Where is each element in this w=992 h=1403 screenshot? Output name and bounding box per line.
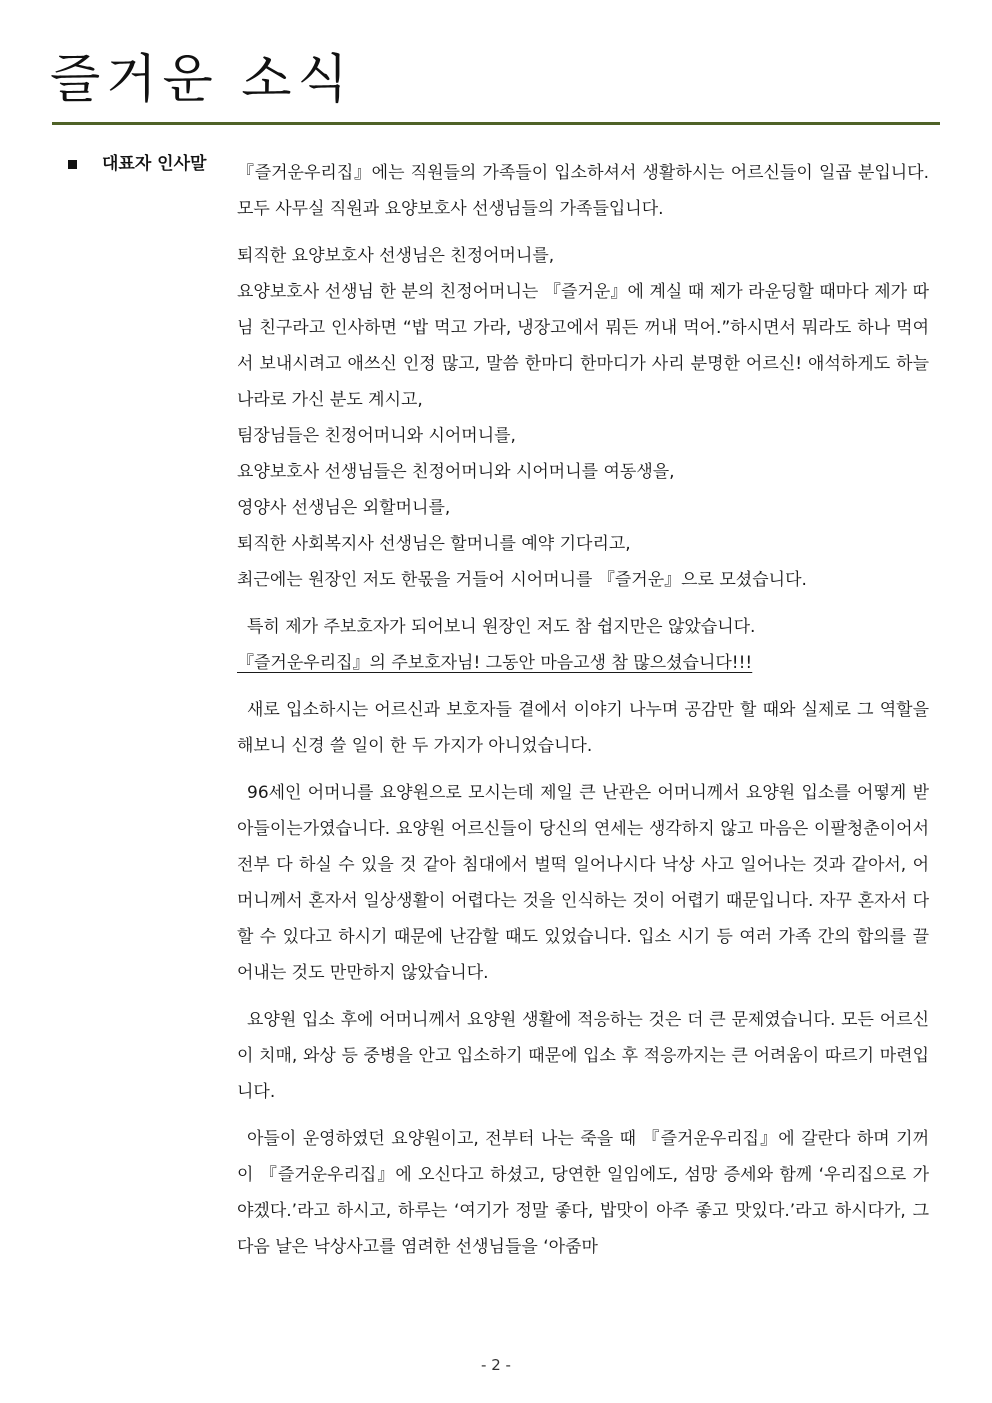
page-title: 즐거운 소식 [50,50,354,110]
guardian-thanks: 『즐거운우리집』의 주보호자님! 그동안 마음고생 참 많으셨습니다!!! [237,653,753,673]
title-divider [52,122,940,125]
page-number: - 2 - [481,1356,511,1374]
paragraph-intro: 『즐거운우리집』에는 직원들의 가족들이 입소하셔서 생활하시는 어르신들이 일곱 분입니다. 모두 사무실 직원과 요양보호사 선생님들의 가족들입니다. [237,163,929,219]
paragraph-mother-admission: 96세인 어머니를 요양원으로 모시는데 제일 큰 난관은 어머니께서 요양원 입소를 어떻게 받아들이는가였습니다. 요양원 어르신들이 당신의 연세는 생각하지 않고 마음은 이팔청춘이어서 전부 다 하실 수 있을 것 같아 침대에서 벌떡 일어나시다 낙상 사고 일어나는 것과 같아서, 어머니께서 혼자서 일상생활이 어렵다는 것을 인식하는 것이 어렵기 때문입니다. 자꾸 혼자서 다 할 수 있다고 하시기 때문에 난감할 때도 있었습니다. 입소 시기 등 여러 가족 간의 합의를 끌어내는 것도 만만하지 않았습니다. [237,783,929,983]
paragraph-adaptation: 요양원 입소 후에 어머니께서 요양원 생활에 적응하는 것은 더 큰 문제였습니다. 모든 어르신이 치매, 와상 등 중병을 안고 입소하기 때문에 입소 후 적응까지는 큰 어려움이 따르기 마련입니다. [237,1010,929,1102]
guardian-line: 특히 제가 주보호자가 되어보니 원장인 저도 참 쉽지만은 않았습니다. [247,617,756,637]
section-label: 대표자 인사말 [102,154,207,174]
list-item: 팀장님들은 친정어머니와 시어머니를, [237,426,516,446]
list-item: 퇴직한 요양보호사 선생님은 친정어머니를, [237,246,555,266]
paragraph-new-residents: 새로 입소하시는 어르신과 보호자들 곁에서 이야기 나누며 공감만 할 때와 실제로 그 역할을 해보니 신경 쓸 일이 한 두 가지가 아니었습니다. [237,700,929,756]
family-list [237,238,929,598]
paragraph-memory: 요양보호사 선생님 한 분의 친정어머니는 『즐거운』에 계실 때 제가 라운딩할 때마다 제가 따님 친구라고 인사하면 “밥 먹고 가라, 냉장고에서 뭐든 꺼내 먹어.”하시면서 뭐라도 하나 먹여서 보내시려고 애쓰신 인정 많고, 말씀 한마디 한마디가 사리 분명한 어르신! 애석하게도 하늘나라로 가신 분도 계시고, [237,282,929,410]
list-item: 퇴직한 사회복지사 선생님은 할머니를 예약 기다리고, [237,534,631,554]
bullet-icon [68,160,77,169]
paragraph-son-facility: 아들이 운영하였던 요양원이고, 전부터 나는 죽을 때 『즐거운우리집』에 갈란다 하며 기꺼이 『즐거운우리집』에 오신다고 하셨고, 당연한 일임에도, 섬망 증세와 함께 ‘우리집으로 가야겠다.’라고 하시고, 하루는 ‘여기가 정말 좋다, 밥맛이 아주 좋고 맛있다.’라고 하시다가, 그다음 날은 낙상사고를 염려한 선생님들을 ‘아줌마 [237,1129,929,1257]
list-item: 요양보호사 선생님들은 친정어머니와 시어머니를 여동생을, [237,462,675,482]
letter-body [237,155,929,1265]
list-item: 영양사 선생님은 외할머니를, [237,498,451,518]
list-item: 최근에는 원장인 저도 한몫을 거들어 시어머니를 『즐거운』으로 모셨습니다. [237,570,807,590]
guardian-note [237,609,929,681]
